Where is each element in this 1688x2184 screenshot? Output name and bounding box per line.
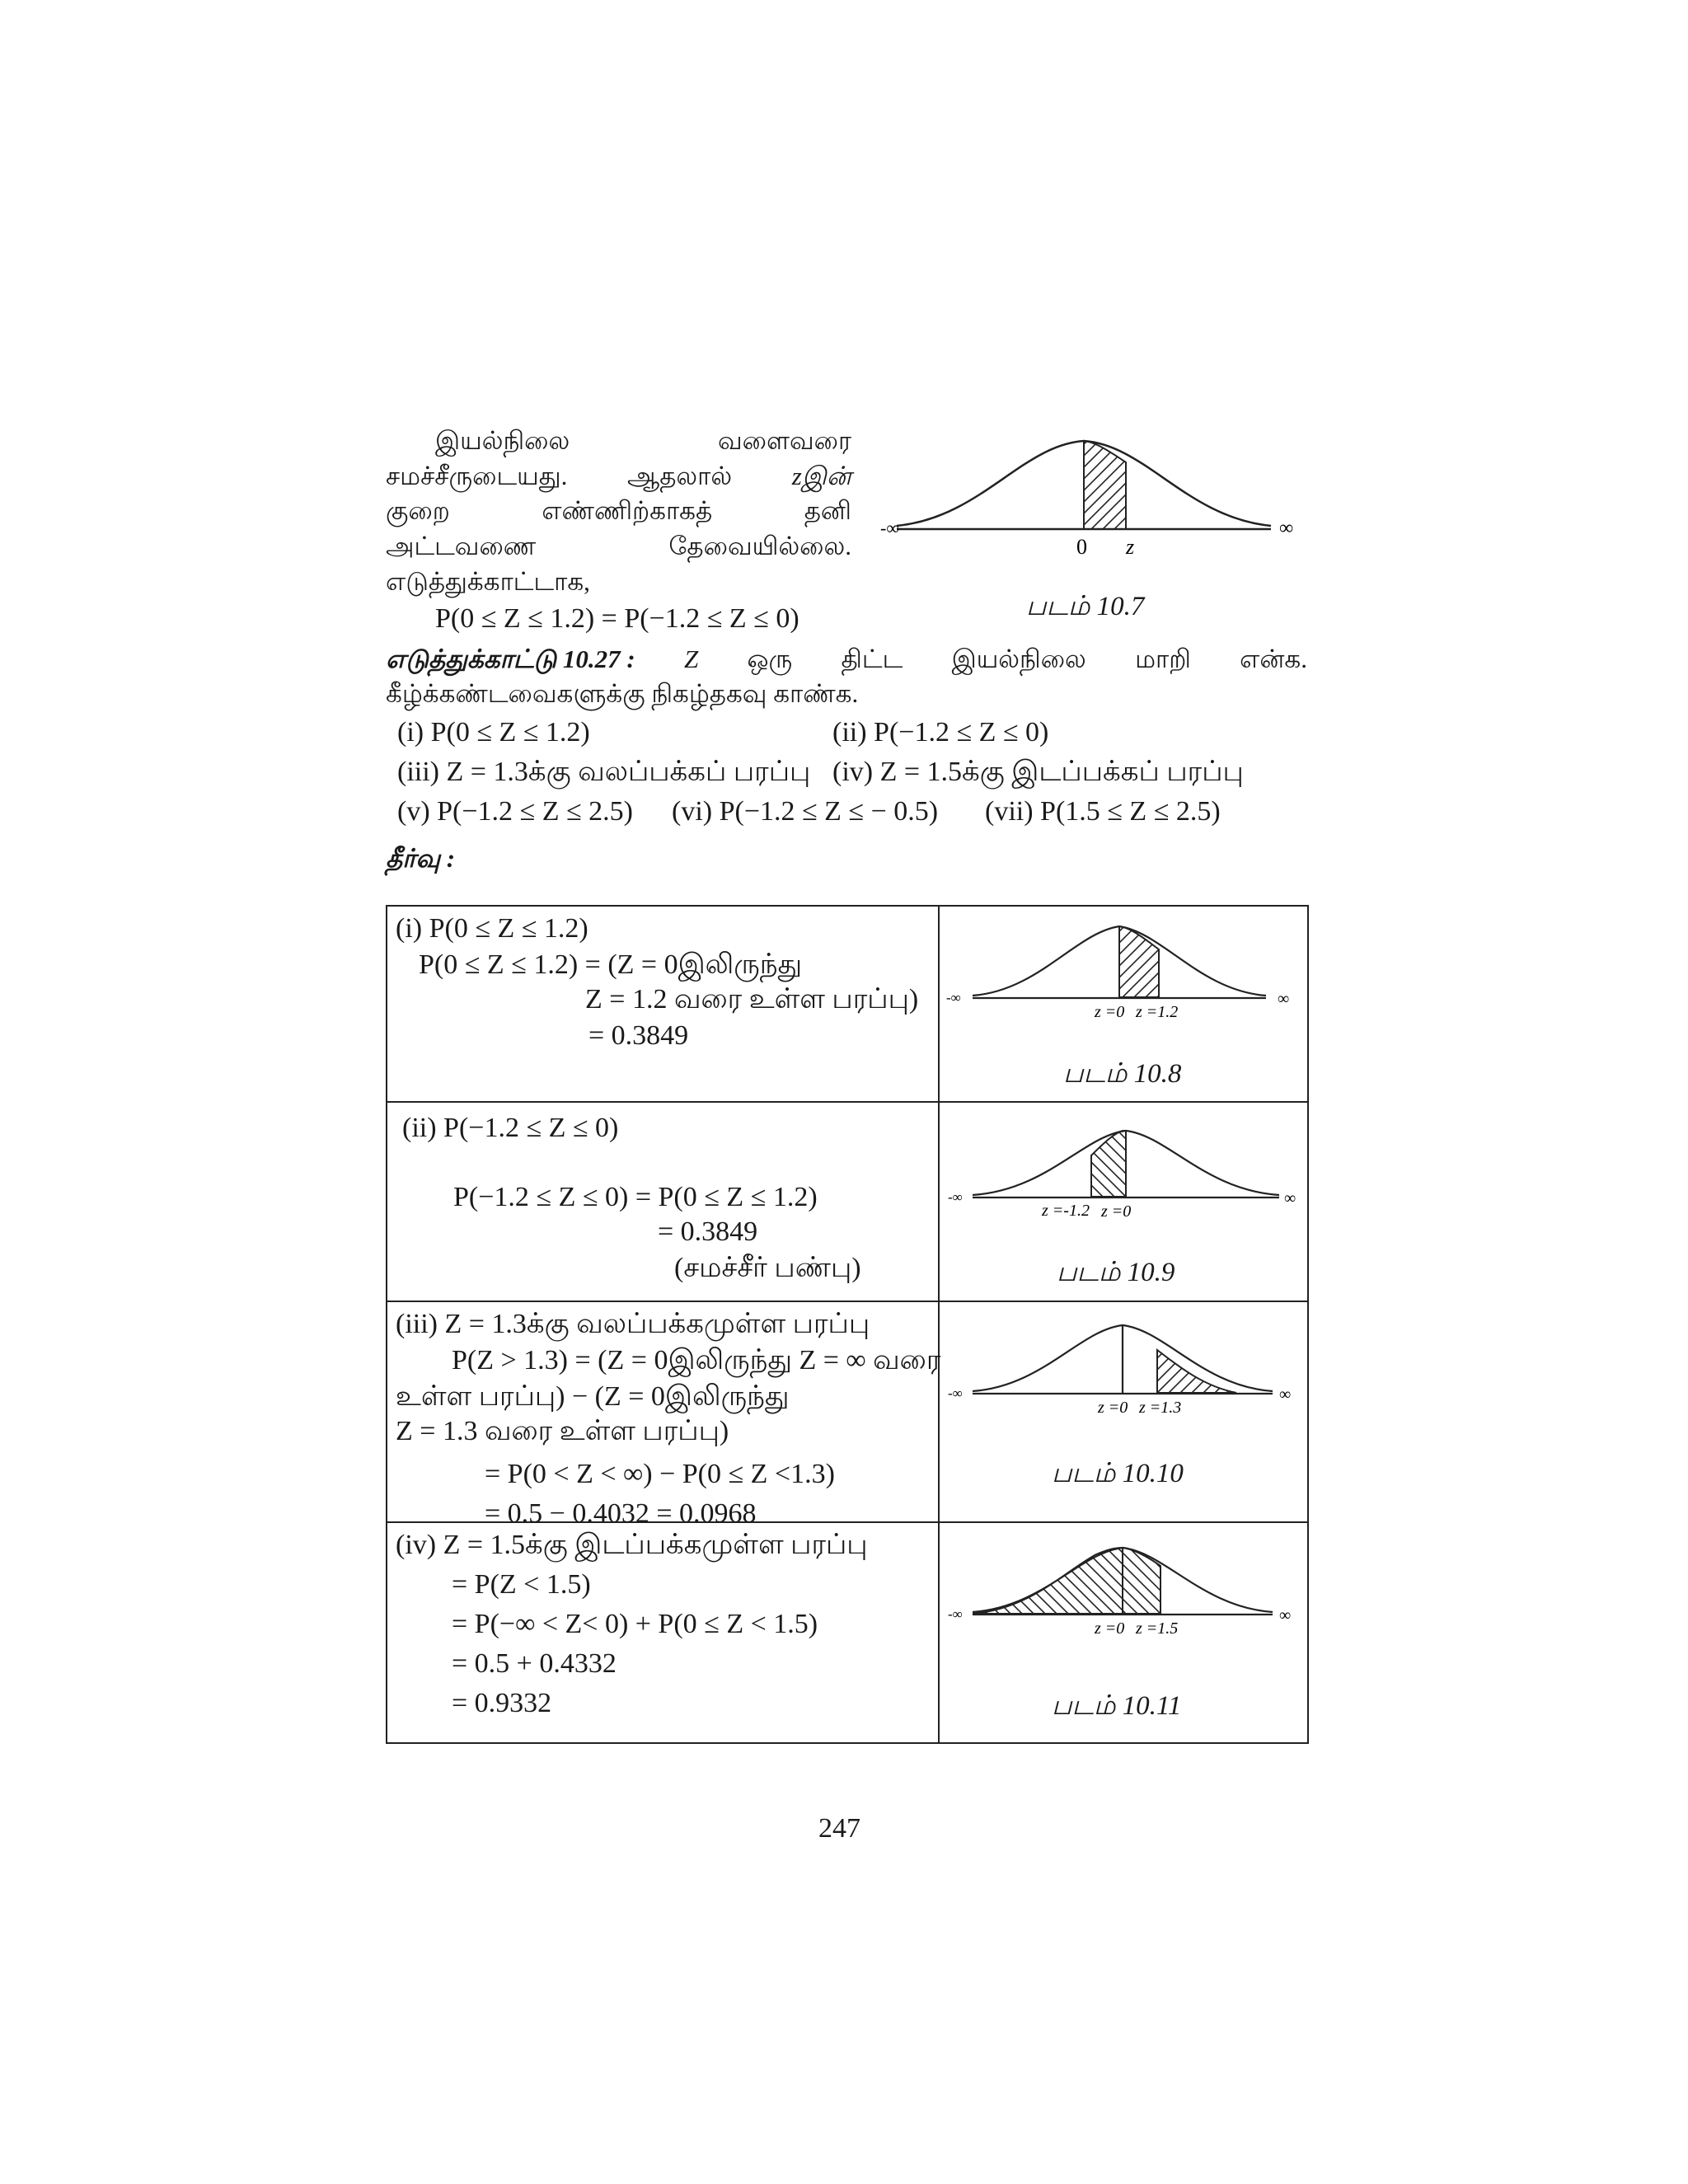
table-row-divider-2	[386, 1301, 1309, 1302]
example-item-iv: (iv) Z = 1.5க்கு இடப்பக்கப் பரப்பு	[832, 757, 1244, 787]
fig-10-11-right-inf: ∞	[1279, 1606, 1292, 1624]
intro-line-4: அட்டவணை தேவையில்லை.	[386, 532, 851, 560]
fig-10-10-left-inf: -∞	[948, 1385, 963, 1401]
figure-10-9-normal-curve	[940, 1114, 1307, 1221]
row1-title: (i) P(0 ≤ Z ≤ 1.2)	[396, 913, 588, 944]
fig-10-11-label-a: z =0	[1095, 1619, 1125, 1638]
row3-line-5: = 0.5 − 0.4032 = 0.0968	[485, 1498, 757, 1529]
row4-line-4: = 0.9332	[452, 1688, 552, 1718]
figure-10-11-normal-curve	[940, 1531, 1307, 1638]
figure-10-8-normal-curve	[940, 915, 1307, 1022]
fig-10-8-left-inf: -∞	[946, 990, 961, 1005]
fig-10-8-label-b: z =1.2	[1136, 1003, 1179, 1021]
row2-title: (ii) P(−1.2 ≤ Z ≤ 0)	[402, 1113, 619, 1143]
fig-10-9-right-inf: ∞	[1284, 1189, 1296, 1207]
example-item-v: (v) P(−1.2 ≤ Z ≤ 2.5)	[397, 796, 633, 827]
row3-title: (iii) Z = 1.3க்கு வலப்பக்கமுள்ள பரப்பு	[396, 1309, 870, 1339]
row4-line-1: = P(Z < 1.5)	[452, 1569, 591, 1600]
fig-10-11-label-b: z =1.5	[1136, 1619, 1179, 1638]
fig-10-11-left-inf: -∞	[948, 1606, 963, 1622]
figure-10-8-caption: படம் 10.8	[1063, 1059, 1182, 1089]
table-row-divider-1	[386, 1101, 1309, 1103]
fig-10-10-right-inf: ∞	[1279, 1385, 1292, 1404]
example-heading-line: எடுத்துக்காட்டு 10.27 : Z ஒரு திட்ட இயல்நிலை மாறி என்க.	[386, 643, 1307, 676]
row4-line-3: = 0.5 + 0.4332	[452, 1648, 617, 1679]
solution-label: தீர்வு :	[386, 844, 456, 873]
fig-10-10-label-b: z =1.3	[1139, 1399, 1182, 1417]
row3-line-4: = P(0 < Z < ∞) − P(0 ≤ Z <1.3)	[485, 1459, 835, 1489]
intro-formula: P(0 ≤ Z ≤ 1.2) = P(−1.2 ≤ Z ≤ 0)	[435, 603, 799, 634]
row2-line-3: (சமச்சீர் பண்பு)	[674, 1253, 861, 1283]
figure-10-11-caption: படம் 10.11	[1052, 1691, 1182, 1721]
fig-10-9-label-b: z =0	[1101, 1202, 1132, 1221]
intro-line-3: குறை எண்ணிற்காகத் தனி	[386, 496, 851, 525]
fig-10-7-shaded-area	[1084, 441, 1126, 529]
fig-10-7-label-z: z	[1126, 535, 1135, 559]
intro-line-5: எடுத்துக்காட்டாக,	[386, 567, 590, 596]
figure-10-10-normal-curve	[940, 1310, 1307, 1418]
fig-10-7-right-inf: ∞	[1279, 518, 1294, 539]
intro-line-1: இயல்நிலை வளைவரை	[435, 426, 851, 455]
row1-line-2: Z = 1.2 வரை உள்ள பரப்பு)	[585, 984, 919, 1015]
example-item-ii: (ii) P(−1.2 ≤ Z ≤ 0)	[832, 717, 1049, 748]
row1-line-3: = 0.3849	[588, 1020, 689, 1051]
fig-10-8-label-a: z =0	[1095, 1003, 1125, 1021]
example-item-iii: (iii) Z = 1.3க்கு வலப்பக்கப் பரப்பு	[397, 757, 811, 787]
example-heading: எடுத்துக்காட்டு 10.27 :	[386, 644, 635, 673]
intro-line-2: சமச்சீருடையது. ஆதலால் zஇன்	[386, 462, 851, 490]
figure-10-10-caption: படம் 10.10	[1052, 1459, 1184, 1488]
row3-line-3: Z = 1.3 வரை உள்ள பரப்பு)	[396, 1416, 729, 1446]
page-number: 247	[818, 1813, 860, 1844]
fig-10-9-label-a: z =-1.2	[1042, 1202, 1090, 1220]
fig-10-7-label-zero: 0	[1076, 535, 1087, 559]
row2-line-1: P(−1.2 ≤ Z ≤ 0) = P(0 ≤ Z ≤ 1.2)	[453, 1182, 818, 1212]
fig-10-10-label-a: z =0	[1098, 1399, 1128, 1417]
example-item-vii: (vii) P(1.5 ≤ Z ≤ 2.5)	[985, 796, 1221, 827]
row4-title: (iv) Z = 1.5க்கு இடப்பக்கமுள்ள பரப்பு	[396, 1530, 868, 1560]
example-item-vi: (vi) P(−1.2 ≤ Z ≤ − 0.5)	[672, 796, 939, 827]
fig-10-8-right-inf: ∞	[1278, 990, 1290, 1008]
figure-10-7-normal-curve	[874, 412, 1302, 569]
row2-line-2: = 0.3849	[658, 1216, 758, 1247]
fig-10-7-left-inf: -∞	[880, 518, 900, 538]
fig-10-9-left-inf: -∞	[948, 1189, 963, 1205]
figure-10-7-caption: படம் 10.7	[1026, 592, 1145, 621]
row1-line-1: P(0 ≤ Z ≤ 1.2) = (Z = 0இலிருந்து	[419, 949, 803, 980]
example-line-2: கீழ்க்கண்டவைகளுக்கு நிகழ்தகவு காண்க.	[386, 679, 859, 708]
example-item-i: (i) P(0 ≤ Z ≤ 1.2)	[397, 717, 590, 748]
row3-line-1: P(Z > 1.3) = (Z = 0இலிருந்து Z = ∞ வரை	[452, 1345, 941, 1376]
row4-line-2: = P(−∞ < Z< 0) + P(0 ≤ Z < 1.5)	[452, 1609, 818, 1639]
figure-10-9-caption: படம் 10.9	[1057, 1258, 1175, 1287]
row3-line-2: உள்ள பரப்பு) − (Z = 0இலிருந்து	[396, 1381, 790, 1412]
